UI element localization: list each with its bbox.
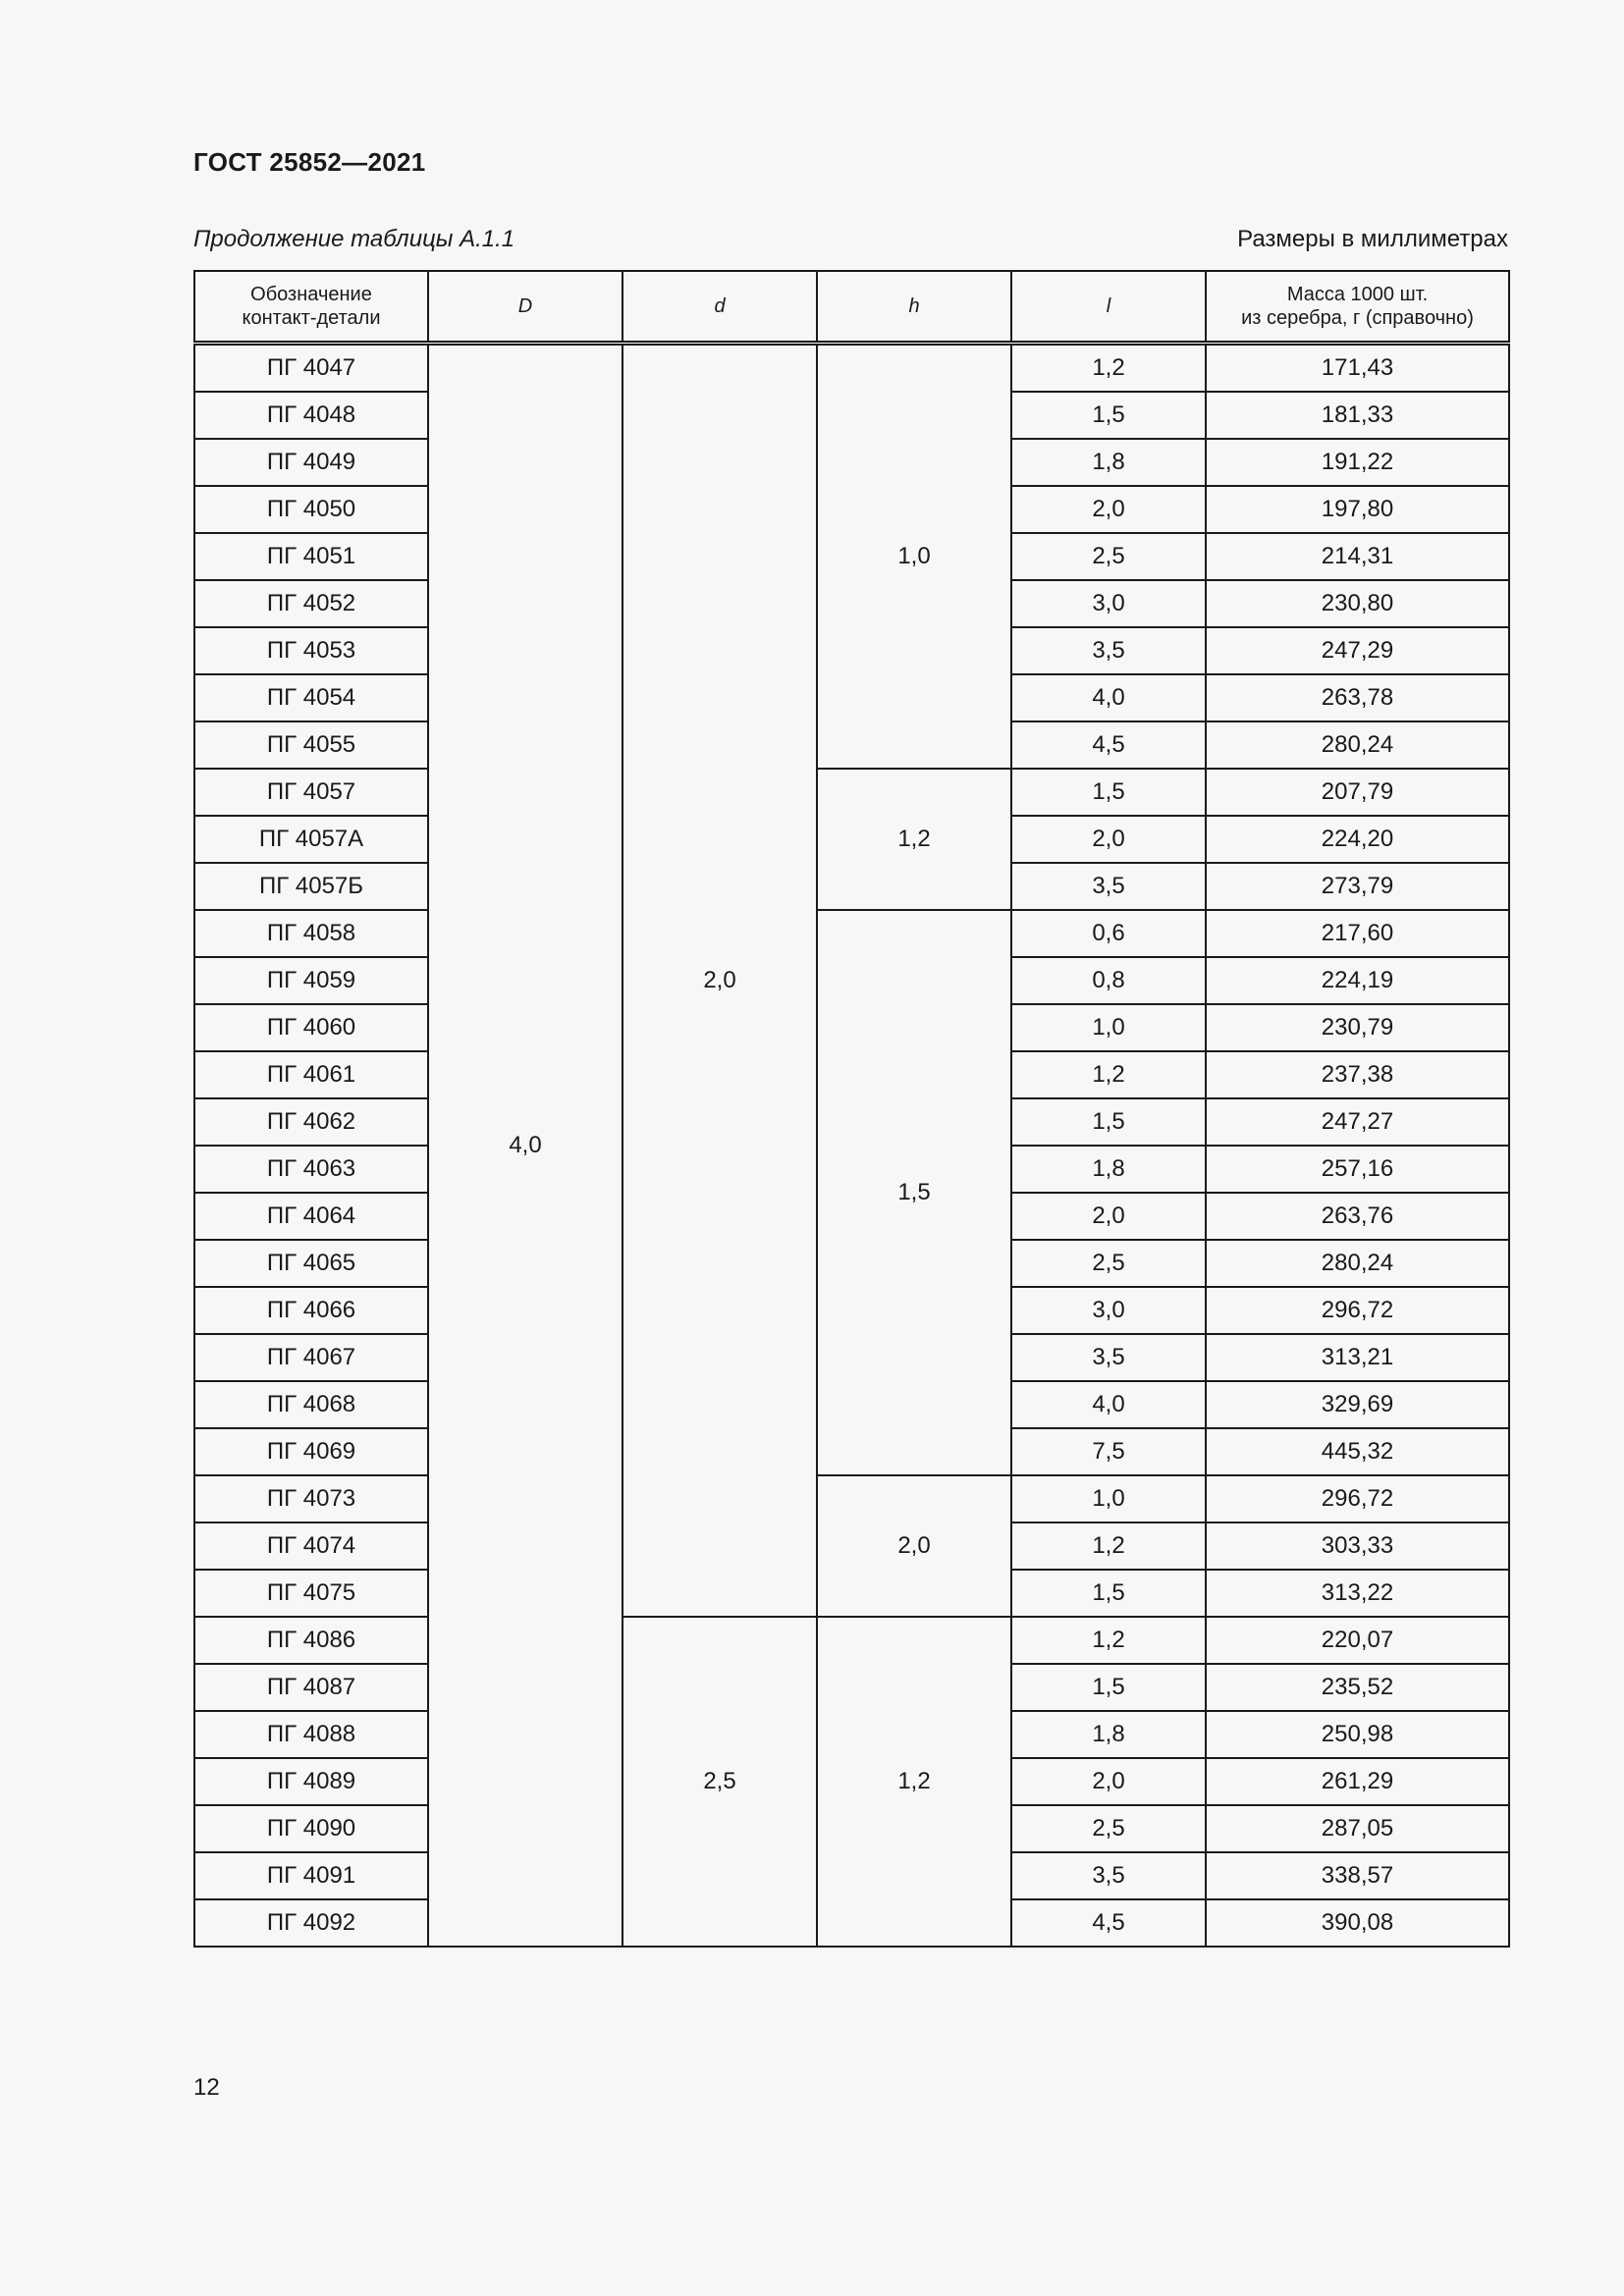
cell-designation: ПГ 4057 <box>194 769 428 816</box>
cell-mass: 247,27 <box>1206 1098 1509 1146</box>
cell-mass: 235,52 <box>1206 1664 1509 1711</box>
cell-designation: ПГ 4074 <box>194 1522 428 1570</box>
cell-designation: ПГ 4057Б <box>194 863 428 910</box>
cell-mass: 261,29 <box>1206 1758 1509 1805</box>
table-header-row <box>194 271 1509 344</box>
cell-l: 4,0 <box>1011 1381 1206 1428</box>
cell-mass: 237,38 <box>1206 1051 1509 1098</box>
cell-mass: 280,24 <box>1206 1240 1509 1287</box>
cell-l: 3,0 <box>1011 580 1206 627</box>
cell-designation: ПГ 4058 <box>194 910 428 957</box>
cell-mass: 445,32 <box>1206 1428 1509 1475</box>
table-row <box>194 910 1509 957</box>
header-d: d <box>623 271 817 344</box>
table-row <box>194 1617 1509 1664</box>
cell-l: 1,5 <box>1011 1664 1206 1711</box>
header-designation: Обозначение контакт-детали <box>194 271 428 344</box>
cell-mass: 287,05 <box>1206 1805 1509 1852</box>
cell-l: 3,5 <box>1011 627 1206 674</box>
table-caption: Продолжение таблицы А.1.1 <box>193 226 515 252</box>
page-number: 12 <box>193 2074 220 2101</box>
cell-designation: ПГ 4061 <box>194 1051 428 1098</box>
cell-l: 1,8 <box>1011 1146 1206 1193</box>
cell-mass: 230,80 <box>1206 580 1509 627</box>
cell-l: 4,5 <box>1011 721 1206 769</box>
cell-l: 2,0 <box>1011 1193 1206 1240</box>
cell-designation: ПГ 4091 <box>194 1852 428 1899</box>
cell-designation: ПГ 4049 <box>194 439 428 486</box>
cell-l: 1,5 <box>1011 1098 1206 1146</box>
cell-l: 1,2 <box>1011 1617 1206 1664</box>
cell-designation: ПГ 4086 <box>194 1617 428 1664</box>
cell-d-group: 2,5 <box>623 1617 817 1947</box>
cell-designation: ПГ 4089 <box>194 1758 428 1805</box>
cell-designation: ПГ 4088 <box>194 1711 428 1758</box>
document-title: ГОСТ 25852—2021 <box>193 147 426 177</box>
table-body <box>194 344 1509 1948</box>
cell-l: 3,5 <box>1011 1334 1206 1381</box>
cell-l: 0,6 <box>1011 910 1206 957</box>
cell-designation: ПГ 4053 <box>194 627 428 674</box>
cell-l: 2,0 <box>1011 1758 1206 1805</box>
cell-l: 3,0 <box>1011 1287 1206 1334</box>
cell-l: 2,5 <box>1011 533 1206 580</box>
cell-mass: 280,24 <box>1206 721 1509 769</box>
cell-h-group: 1,0 <box>817 344 1011 770</box>
cell-mass: 273,79 <box>1206 863 1509 910</box>
cell-l: 7,5 <box>1011 1428 1206 1475</box>
cell-l: 3,5 <box>1011 1852 1206 1899</box>
cell-l: 1,8 <box>1011 1711 1206 1758</box>
cell-mass: 220,07 <box>1206 1617 1509 1664</box>
cell-mass: 191,22 <box>1206 439 1509 486</box>
cell-l: 1,2 <box>1011 1522 1206 1570</box>
units-note: Размеры в миллиметрах <box>1237 226 1508 252</box>
header-D: D <box>428 271 623 344</box>
cell-designation: ПГ 4059 <box>194 957 428 1004</box>
cell-mass: 313,22 <box>1206 1570 1509 1617</box>
cell-l: 1,2 <box>1011 1051 1206 1098</box>
header-l: l <box>1011 271 1206 344</box>
cell-mass: 181,33 <box>1206 392 1509 439</box>
cell-mass: 263,78 <box>1206 674 1509 721</box>
table-row <box>194 1475 1509 1522</box>
cell-l: 1,0 <box>1011 1004 1206 1051</box>
cell-h-group: 1,5 <box>817 910 1011 1475</box>
table-row <box>194 769 1509 816</box>
cell-mass: 207,79 <box>1206 769 1509 816</box>
cell-designation: ПГ 4090 <box>194 1805 428 1852</box>
cell-mass: 390,08 <box>1206 1899 1509 1947</box>
cell-designation: ПГ 4062 <box>194 1098 428 1146</box>
cell-mass: 338,57 <box>1206 1852 1509 1899</box>
cell-mass: 329,69 <box>1206 1381 1509 1428</box>
cell-l: 0,8 <box>1011 957 1206 1004</box>
cell-mass: 296,72 <box>1206 1287 1509 1334</box>
cell-designation: ПГ 4052 <box>194 580 428 627</box>
cell-mass: 250,98 <box>1206 1711 1509 1758</box>
cell-designation: ПГ 4060 <box>194 1004 428 1051</box>
cell-mass: 217,60 <box>1206 910 1509 957</box>
cell-l: 1,5 <box>1011 392 1206 439</box>
cell-designation: ПГ 4050 <box>194 486 428 533</box>
cell-designation: ПГ 4067 <box>194 1334 428 1381</box>
cell-l: 2,0 <box>1011 486 1206 533</box>
cell-l: 1,2 <box>1011 344 1206 393</box>
cell-mass: 214,31 <box>1206 533 1509 580</box>
cell-l: 4,0 <box>1011 674 1206 721</box>
cell-mass: 197,80 <box>1206 486 1509 533</box>
cell-h-group: 1,2 <box>817 1617 1011 1947</box>
header-h: h <box>817 271 1011 344</box>
cell-mass: 263,76 <box>1206 1193 1509 1240</box>
cell-designation: ПГ 4047 <box>194 344 428 393</box>
cell-mass: 224,20 <box>1206 816 1509 863</box>
cell-designation: ПГ 4068 <box>194 1381 428 1428</box>
cell-designation: ПГ 4057А <box>194 816 428 863</box>
cell-l: 1,5 <box>1011 1570 1206 1617</box>
cell-l: 1,0 <box>1011 1475 1206 1522</box>
cell-designation: ПГ 4048 <box>194 392 428 439</box>
cell-mass: 230,79 <box>1206 1004 1509 1051</box>
cell-l: 2,5 <box>1011 1805 1206 1852</box>
cell-l: 1,5 <box>1011 769 1206 816</box>
cell-l: 3,5 <box>1011 863 1206 910</box>
table-row <box>194 344 1509 393</box>
cell-designation: ПГ 4092 <box>194 1899 428 1947</box>
cell-h-group: 2,0 <box>817 1475 1011 1617</box>
cell-designation: ПГ 4073 <box>194 1475 428 1522</box>
header-mass: Масса 1000 шт. из серебра, г (справочно) <box>1206 271 1509 344</box>
cell-mass: 247,29 <box>1206 627 1509 674</box>
cell-l: 4,5 <box>1011 1899 1206 1947</box>
cell-mass: 313,21 <box>1206 1334 1509 1381</box>
cell-designation: ПГ 4065 <box>194 1240 428 1287</box>
contact-parts-table <box>193 270 1510 1948</box>
cell-mass: 224,19 <box>1206 957 1509 1004</box>
cell-designation: ПГ 4087 <box>194 1664 428 1711</box>
cell-designation: ПГ 4064 <box>194 1193 428 1240</box>
cell-l: 2,0 <box>1011 816 1206 863</box>
cell-designation: ПГ 4063 <box>194 1146 428 1193</box>
cell-mass: 303,33 <box>1206 1522 1509 1570</box>
cell-mass: 257,16 <box>1206 1146 1509 1193</box>
cell-designation: ПГ 4054 <box>194 674 428 721</box>
contact-parts-table-container <box>193 270 1508 1948</box>
cell-mass: 296,72 <box>1206 1475 1509 1522</box>
cell-l: 1,8 <box>1011 439 1206 486</box>
cell-designation: ПГ 4075 <box>194 1570 428 1617</box>
cell-mass: 171,43 <box>1206 344 1509 393</box>
cell-h-group: 1,2 <box>817 769 1011 910</box>
cell-D-group: 4,0 <box>428 344 623 1948</box>
cell-l: 2,5 <box>1011 1240 1206 1287</box>
cell-designation: ПГ 4055 <box>194 721 428 769</box>
cell-designation: ПГ 4069 <box>194 1428 428 1475</box>
cell-d-group: 2,0 <box>623 344 817 1618</box>
cell-designation: ПГ 4051 <box>194 533 428 580</box>
cell-designation: ПГ 4066 <box>194 1287 428 1334</box>
